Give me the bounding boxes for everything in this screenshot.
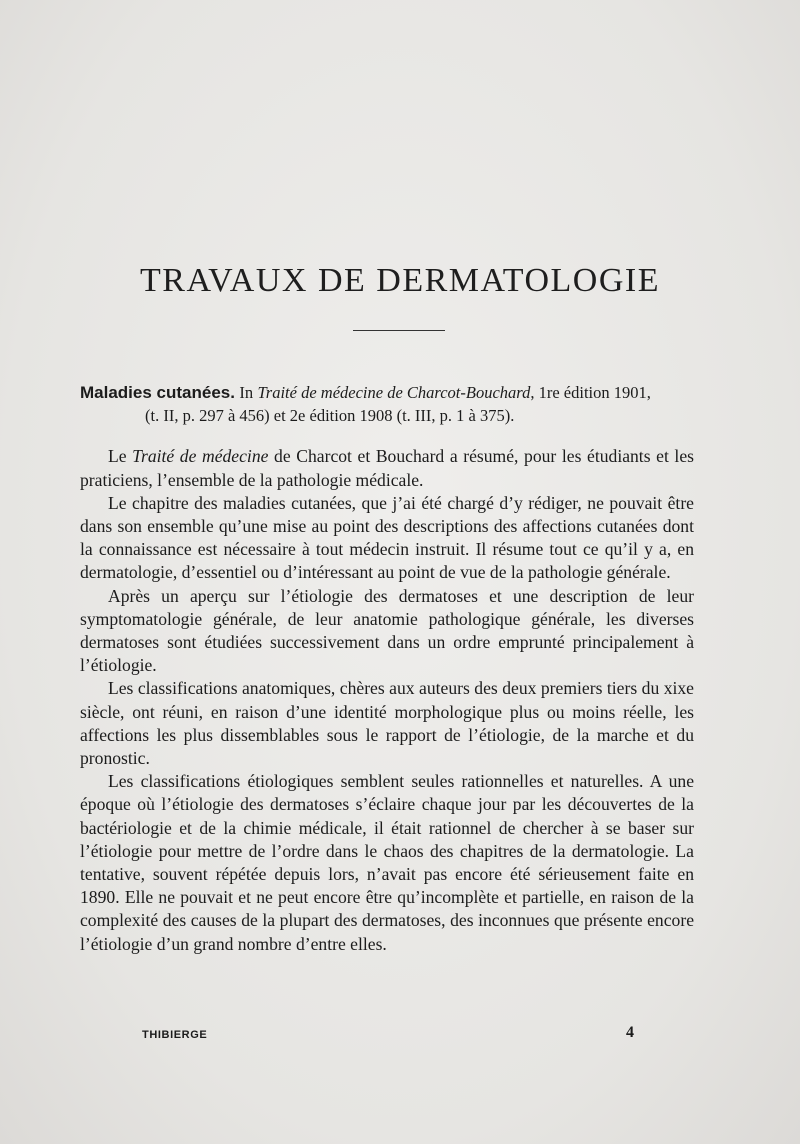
title-rule bbox=[353, 330, 445, 331]
paragraph-4 bbox=[80, 677, 694, 770]
paragraph-2-text: Le chapitre des maladies cutanées, que j’ai été chargé d’y rédiger, ne pouvait être dans son ensemble qu’une mise au point des descriptions des affections cutanées dont la connaissance est nécessaire à tout médecin instruit. Il résume tout ce qu’il y a, en dermatologie, d’essentiel ou d’intéressant au point de vue de la pathologie générale. bbox=[80, 492, 694, 583]
page-title: TRAVAUX DE DERMATOLOGIE bbox=[140, 262, 660, 299]
paragraph-1 bbox=[80, 445, 694, 491]
paragraph-1-italic: Traité de médecine bbox=[132, 446, 269, 467]
paragraph-4-text: Les classifications anatomiques, chères aux auteurs des deux premiers tiers du xixe siècle, ont réuni, en raison d’une identité morphologique plus ou moins réelle, les affections les plus dissemblables sous le rapport de l’étiologie, de la marche et du pronostic. bbox=[80, 678, 694, 769]
footer-signature: THIBIERGE bbox=[142, 1029, 208, 1041]
paragraph-1-text: de Charcot et Bouchard a résumé, pour les étudiants et les praticiens, l’ensemble de la pathologie médicale. bbox=[80, 446, 694, 490]
paragraph-1-lead: Le bbox=[108, 446, 133, 467]
paragraph-3-text: Après un aperçu sur l’étiologie des dermatoses et une description de leur symptomatologie générale, de leur anatomie pathologique générale, les diverses dermatoses sont étudiées successivement dans un ordre emprunté principalement à l’étiologie. bbox=[80, 585, 694, 676]
body-text bbox=[80, 381, 694, 956]
entry-heading: Maladies cutanées. bbox=[80, 383, 235, 402]
bibliographic-entry bbox=[80, 381, 694, 427]
paragraph-5 bbox=[80, 770, 694, 956]
page-number: 4 bbox=[626, 1024, 634, 1041]
entry-ref-edition: , 1re édition 1901, bbox=[530, 383, 651, 402]
paragraph-3 bbox=[80, 585, 694, 678]
entry-ref-volumes: (t. II, p. 297 à 456) et 2e édition 1908 (t. III, p. 1 à 375). bbox=[145, 406, 515, 426]
paragraph-5-text: Les classifications étiologiques semblent seules rationnelles et naturelles. A une époque où l’étiologie des dermatoses s’éclaire chaque jour par les découvertes de la bactériologie et de la chimie médicale, il était rationnel de chercher à se baser sur l’étiologie pour mettre de l’ordre dans le chaos des chapitres de la dermatologie. La tentative, souvent répétée depuis lors, n’avait pas encore été sérieusement faite en 1890. Elle ne pouvait et ne peut encore être qu’incomplète et partielle, en raison de la complexité des causes de la plupart des dermatoses, des inconnues que présente encore l’étiologie d’un grand nombre d’entre elles. bbox=[80, 771, 694, 954]
entry-ref-work: Traité de médecine de Charcot-Bouchard bbox=[257, 383, 531, 402]
entry-ref-in: In bbox=[239, 383, 254, 402]
paragraph-2 bbox=[80, 492, 694, 585]
